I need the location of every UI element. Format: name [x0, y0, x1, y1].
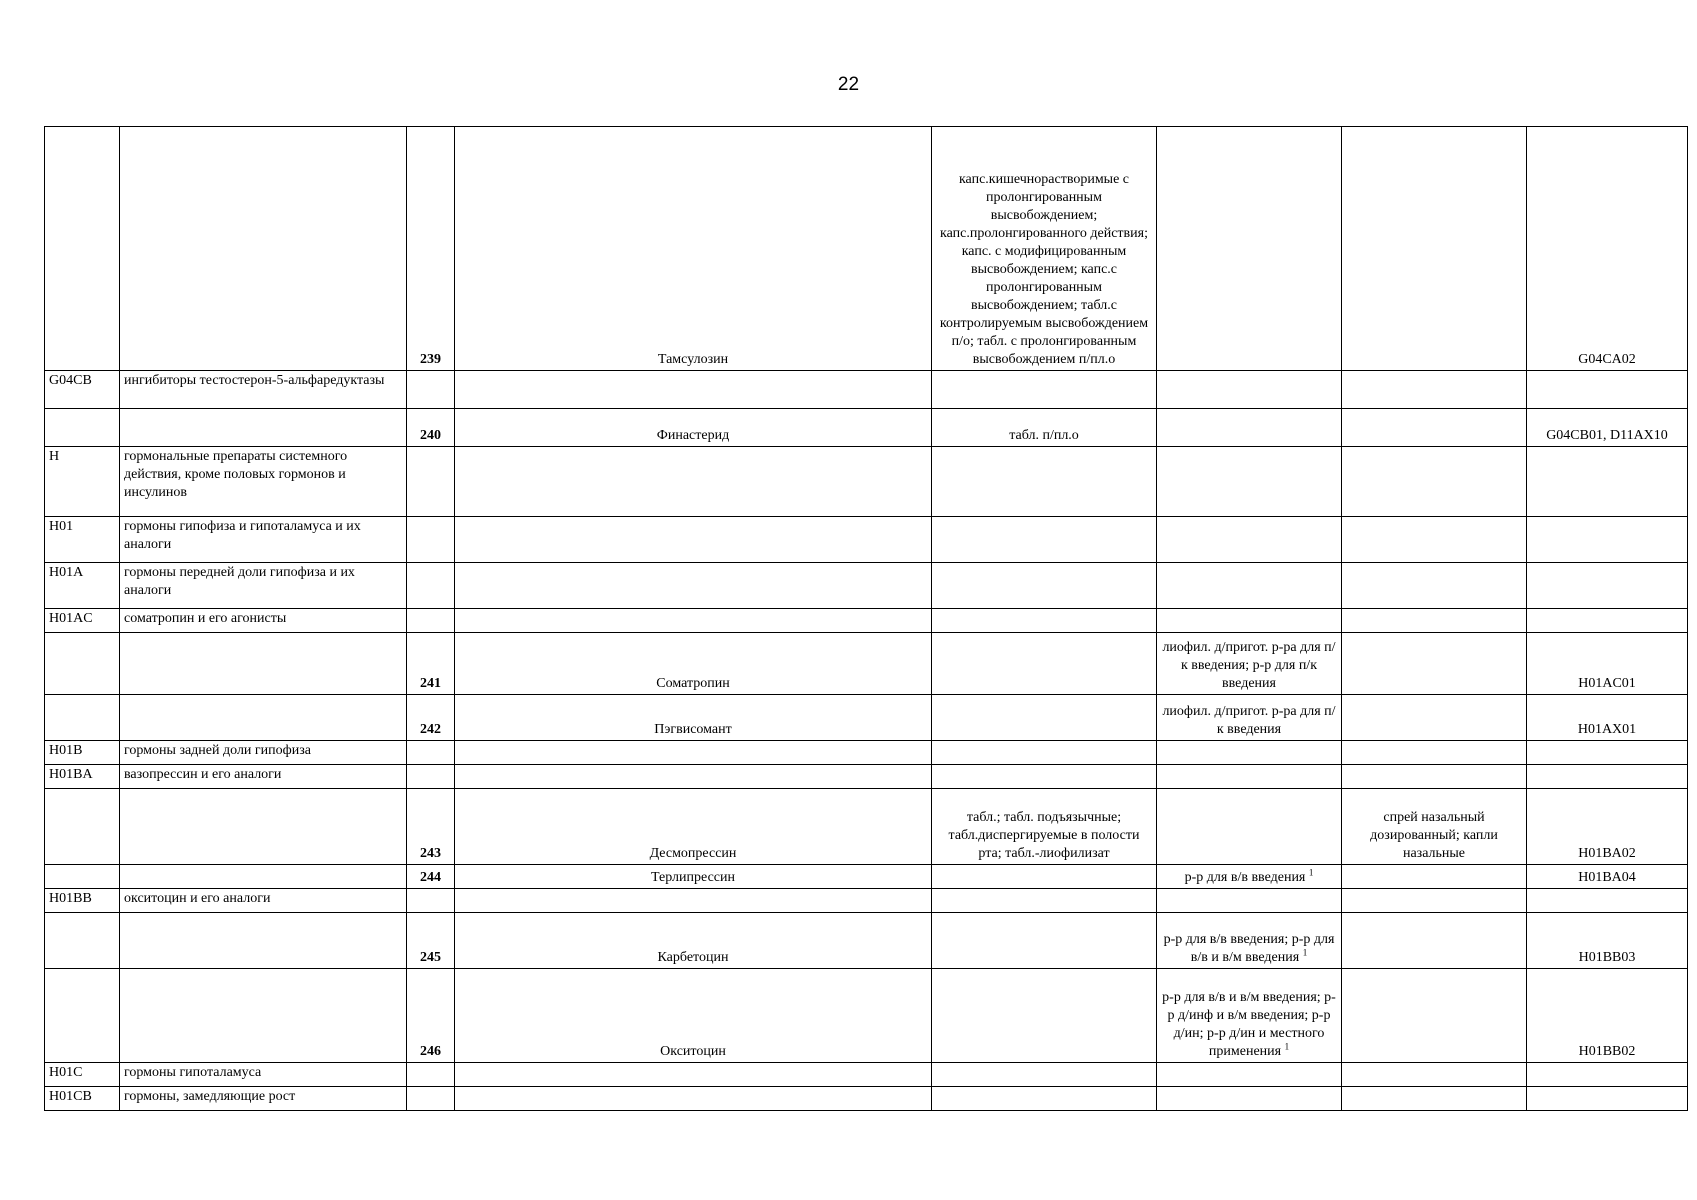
table-row [45, 633, 1688, 695]
table-row [45, 889, 1688, 913]
atc-group-code-text: G04CB [49, 373, 92, 388]
atc-group-code [45, 447, 120, 517]
dosage-form-other [1342, 609, 1527, 633]
footnote-marker: 1 [1284, 1041, 1290, 1052]
drug-name [455, 1087, 932, 1111]
dosage-form-parenteral [1157, 969, 1342, 1063]
atc-group-code-text: H01BB [49, 891, 92, 906]
atc-group-code [45, 1063, 120, 1087]
dosage-form-parenteral [1157, 765, 1342, 789]
dosage-form-parenteral [1157, 913, 1342, 969]
atc-code [1527, 1087, 1688, 1111]
atc-group-name [120, 1063, 407, 1087]
dosage-form-oral [932, 409, 1157, 447]
atc-code [1527, 563, 1688, 609]
atc-group-code-text: H01CB [49, 1089, 92, 1104]
row-number [407, 765, 455, 789]
dosage-form-oral [932, 969, 1157, 1063]
row-number [407, 913, 455, 969]
atc-group-name [120, 695, 407, 741]
row-number [407, 127, 455, 371]
dosage-form-parenteral-text: лиофил. д/пригот. р-ра для п/к введения [1162, 704, 1336, 737]
table-row [45, 447, 1688, 517]
atc-code [1527, 447, 1688, 517]
dosage-form-oral [932, 789, 1157, 865]
dosage-form-oral [932, 765, 1157, 789]
drug-name [455, 517, 932, 563]
row-number [407, 517, 455, 563]
table-row [45, 409, 1688, 447]
dosage-form-oral [932, 741, 1157, 765]
atc-code-text: G04CB01, D11AX10 [1546, 428, 1668, 443]
dosage-form-parenteral [1157, 865, 1342, 889]
table-row [45, 1063, 1688, 1087]
dosage-form-other [1342, 741, 1527, 765]
atc-group-name [120, 563, 407, 609]
table-row [45, 1087, 1688, 1111]
atc-code [1527, 517, 1688, 563]
row-number [407, 633, 455, 695]
dosage-form-parenteral [1157, 609, 1342, 633]
dosage-form-oral-text: табл.; табл. подъязычные; табл.диспергируемые в полости рта; табл.-лиофилизат [948, 810, 1140, 861]
atc-group-code [45, 913, 120, 969]
atc-group-code-text: H01AC [49, 611, 93, 626]
atc-group-code [45, 865, 120, 889]
drug-name [455, 1063, 932, 1087]
dosage-form-parenteral [1157, 741, 1342, 765]
table-row [45, 741, 1688, 765]
atc-code [1527, 695, 1688, 741]
atc-group-code-text: H01B [49, 743, 83, 758]
atc-code [1527, 127, 1688, 371]
dosage-form-parenteral [1157, 695, 1342, 741]
table-row [45, 563, 1688, 609]
dosage-form-oral [932, 517, 1157, 563]
atc-group-name-text: вазопрессин и его аналоги [124, 767, 282, 782]
dosage-form-other [1342, 913, 1527, 969]
atc-group-name [120, 889, 407, 913]
atc-group-name-text: окситоцин и его аналоги [124, 891, 271, 906]
dosage-form-oral [932, 609, 1157, 633]
row-number [407, 969, 455, 1063]
dosage-form-other [1342, 695, 1527, 741]
row-number-text: 243 [420, 846, 441, 861]
atc-code [1527, 1063, 1688, 1087]
dosage-form-parenteral-text: р-р для в/в и в/м введения; р-р д/инф и в/м введения; р-р д/ин; р-р д/ин и местного применения [1162, 990, 1336, 1059]
atc-group-name-text: гормоны гипоталамуса [124, 1065, 262, 1080]
atc-group-code [45, 127, 120, 371]
atc-code-text: H01BB03 [1578, 950, 1636, 965]
dosage-form-parenteral [1157, 517, 1342, 563]
table-row [45, 517, 1688, 563]
atc-group-name [120, 741, 407, 765]
atc-code [1527, 969, 1688, 1063]
atc-group-code [45, 695, 120, 741]
row-number [407, 889, 455, 913]
atc-code [1527, 789, 1688, 865]
dosage-form-other-text: спрей назальный дозированный; капли назальные [1370, 810, 1498, 861]
dosage-form-other [1342, 969, 1527, 1063]
drug-name [455, 913, 932, 969]
atc-code-text: H01AX01 [1577, 722, 1637, 737]
atc-code-text: H01BA04 [1578, 870, 1636, 885]
atc-group-code [45, 409, 120, 447]
atc-group-code [45, 765, 120, 789]
row-number [407, 609, 455, 633]
dosage-form-oral-text: табл. п/пл.о [1009, 428, 1079, 443]
atc-group-name [120, 765, 407, 789]
atc-code [1527, 371, 1688, 409]
dosage-form-oral [932, 889, 1157, 913]
row-number [407, 447, 455, 517]
row-number [407, 563, 455, 609]
drug-name [455, 609, 932, 633]
table-row [45, 865, 1688, 889]
drug-name-text: Тамсулозин [657, 352, 729, 367]
atc-group-name [120, 127, 407, 371]
row-number-text: 246 [420, 1044, 441, 1059]
atc-group-name [120, 609, 407, 633]
dosage-form-oral [932, 913, 1157, 969]
table-row [45, 969, 1688, 1063]
atc-group-name-text: соматропин и его агонисты [124, 611, 287, 626]
atc-code [1527, 889, 1688, 913]
drug-name [455, 741, 932, 765]
drug-name [455, 409, 932, 447]
atc-group-name [120, 913, 407, 969]
atc-group-name-text: гормоны гипофиза и гипоталамуса и их аналоги [124, 519, 361, 552]
dosage-form-other [1342, 865, 1527, 889]
dosage-form-other [1342, 127, 1527, 371]
atc-group-code [45, 633, 120, 695]
dosage-form-parenteral [1157, 1087, 1342, 1111]
dosage-form-oral [932, 563, 1157, 609]
atc-code-text: G04CA02 [1578, 352, 1636, 367]
row-number-text: 240 [420, 428, 441, 443]
dosage-form-oral [932, 1063, 1157, 1087]
table-row [45, 127, 1688, 371]
row-number [407, 789, 455, 865]
atc-code [1527, 609, 1688, 633]
dosage-form-parenteral [1157, 889, 1342, 913]
drug-name-text: Соматропин [656, 676, 730, 691]
row-number-text: 241 [420, 676, 441, 691]
dosage-form-parenteral [1157, 447, 1342, 517]
row-number-text: 245 [420, 950, 441, 965]
dosage-form-other [1342, 889, 1527, 913]
atc-code [1527, 865, 1688, 889]
row-number [407, 741, 455, 765]
drug-name-text: Карбетоцин [657, 950, 729, 965]
atc-group-code [45, 609, 120, 633]
dosage-form-parenteral [1157, 563, 1342, 609]
atc-group-code [45, 563, 120, 609]
dosage-form-other [1342, 409, 1527, 447]
drug-name [455, 695, 932, 741]
drug-name [455, 633, 932, 695]
drug-name [455, 865, 932, 889]
atc-code-text: H01BB02 [1578, 1044, 1636, 1059]
dosage-form-other [1342, 371, 1527, 409]
row-number [407, 1063, 455, 1087]
row-number [407, 409, 455, 447]
page-number: 22 [837, 74, 860, 95]
dosage-form-parenteral [1157, 789, 1342, 865]
dosage-form-oral [932, 633, 1157, 695]
atc-group-code-text: H01BA [49, 767, 93, 782]
dosage-form-oral [932, 1087, 1157, 1111]
drug-name-text: Десмопрессин [649, 846, 737, 861]
atc-group-name [120, 789, 407, 865]
drug-name [455, 563, 932, 609]
drug-name-text: Финастерид [656, 428, 730, 443]
atc-group-name [120, 447, 407, 517]
atc-group-name-text: гормональные препараты системного действия, кроме половых гормонов и инсулинов [124, 449, 348, 500]
atc-group-name [120, 633, 407, 695]
table-row [45, 609, 1688, 633]
dosage-form-other [1342, 447, 1527, 517]
atc-group-code [45, 741, 120, 765]
drug-name-text: Окситоцин [660, 1044, 726, 1059]
row-number-text: 239 [420, 352, 441, 367]
drug-name-text: Пэгвисомант [654, 722, 732, 737]
table-row [45, 695, 1688, 741]
atc-code [1527, 633, 1688, 695]
atc-group-code [45, 889, 120, 913]
atc-group-name-text: гормоны, замедляющие рост [124, 1089, 296, 1104]
atc-group-name [120, 517, 407, 563]
dosage-form-oral [932, 865, 1157, 889]
atc-group-code-text: H01C [49, 1065, 83, 1080]
atc-group-name [120, 409, 407, 447]
row-number [407, 695, 455, 741]
footnote-marker: 1 [1308, 867, 1314, 878]
atc-group-code [45, 371, 120, 409]
drug-name [455, 969, 932, 1063]
atc-code [1527, 913, 1688, 969]
dosage-form-other [1342, 1087, 1527, 1111]
dosage-form-oral-text: капс.кишечнорастворимые с пролонгированным высвобождением; капс.пролонгированного действия; капс. с модифицированным высвобождением; капс.с пролонгированным высвобождением; табл.с контролируемым высвобождением п/о; табл. с пролонгированным высвобождением п/пл.о [939, 172, 1149, 367]
drug-registry-table [44, 126, 1688, 1111]
atc-group-code [45, 969, 120, 1063]
atc-group-name [120, 865, 407, 889]
row-number-text: 242 [420, 722, 441, 737]
atc-group-code-text: H01 [49, 519, 74, 534]
dosage-form-parenteral [1157, 1063, 1342, 1087]
row-number [407, 1087, 455, 1111]
row-number [407, 865, 455, 889]
dosage-form-oral [932, 127, 1157, 371]
table-row [45, 371, 1688, 409]
atc-code-text: H01AC01 [1578, 676, 1636, 691]
dosage-form-parenteral-text: р-р для в/в введения [1184, 870, 1306, 885]
atc-group-code [45, 517, 120, 563]
table-row [45, 765, 1688, 789]
row-number [407, 371, 455, 409]
row-number-text: 244 [420, 870, 441, 885]
dosage-form-parenteral-text: лиофил. д/пригот. р-ра для п/к введения; р-р для п/к введения [1162, 640, 1336, 691]
atc-group-name-text: гормоны передней доли гипофиза и их аналоги [124, 565, 355, 598]
dosage-form-other [1342, 765, 1527, 789]
atc-group-name [120, 371, 407, 409]
dosage-form-parenteral [1157, 409, 1342, 447]
atc-group-code-text: H01A [49, 565, 84, 580]
atc-group-code [45, 789, 120, 865]
drug-name [455, 371, 932, 409]
footnote-marker: 1 [1302, 947, 1308, 958]
atc-group-name-text: ингибиторы тестостерон-5-альфаредуктазы [124, 373, 385, 388]
atc-code [1527, 409, 1688, 447]
atc-group-name-text: гормоны задней доли гипофиза [124, 743, 311, 758]
atc-group-code-text: H [49, 449, 60, 464]
dosage-form-other [1342, 517, 1527, 563]
dosage-form-oral [932, 371, 1157, 409]
drug-name [455, 447, 932, 517]
dosage-form-parenteral [1157, 127, 1342, 371]
drug-name-text: Терлипрессин [651, 870, 735, 885]
dosage-form-oral [932, 695, 1157, 741]
atc-group-code [45, 1087, 120, 1111]
dosage-form-other [1342, 1063, 1527, 1087]
dosage-form-other [1342, 633, 1527, 695]
atc-group-name [120, 1087, 407, 1111]
dosage-form-parenteral-text: р-р для в/в введения; р-р для в/в и в/м введения [1163, 932, 1335, 965]
drug-name [455, 789, 932, 865]
atc-code [1527, 765, 1688, 789]
drug-name [455, 889, 932, 913]
atc-group-name [120, 969, 407, 1063]
atc-code [1527, 741, 1688, 765]
dosage-form-other [1342, 789, 1527, 865]
dosage-form-other [1342, 563, 1527, 609]
dosage-form-parenteral [1157, 633, 1342, 695]
drug-name [455, 765, 932, 789]
dosage-form-parenteral [1157, 371, 1342, 409]
atc-code-text: H01BA02 [1578, 846, 1636, 861]
drug-name [455, 127, 932, 371]
dosage-form-oral [932, 447, 1157, 517]
table-row [45, 789, 1688, 865]
table-row [45, 913, 1688, 969]
